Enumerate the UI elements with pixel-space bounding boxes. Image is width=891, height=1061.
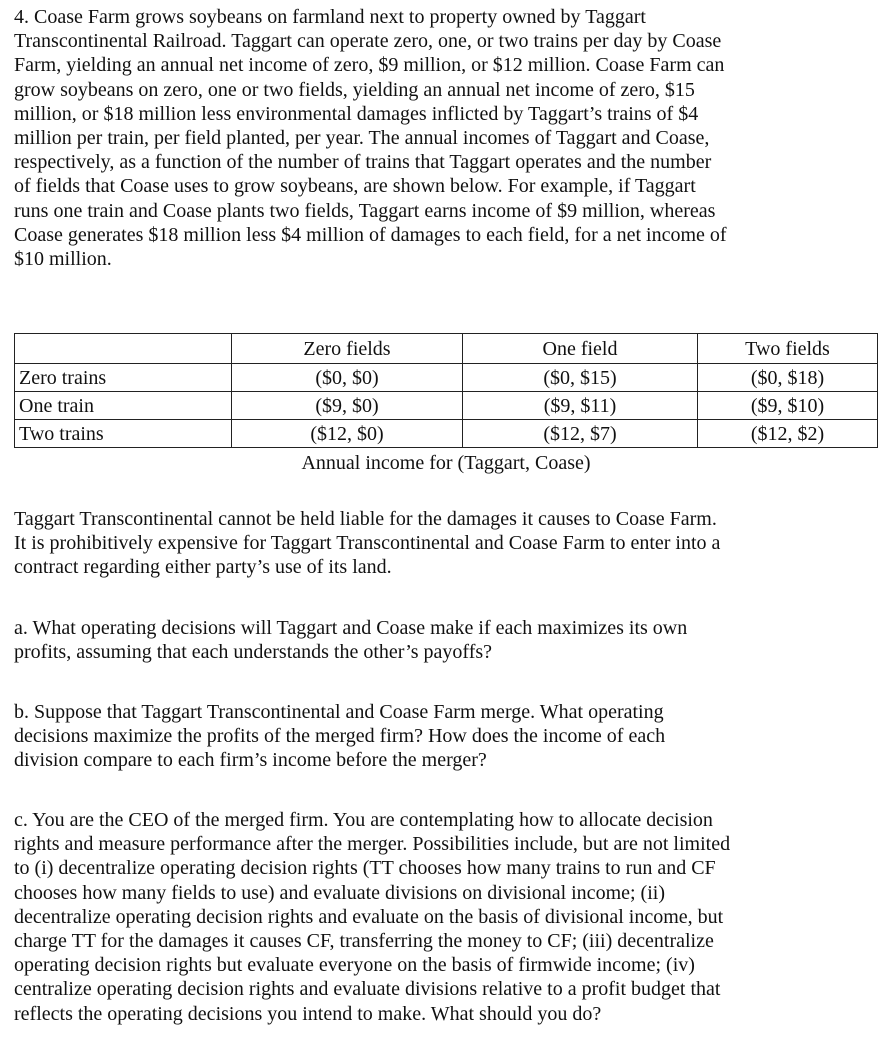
text-line: decisions maximize the profits of the merged firm? How does the income of each: [14, 725, 666, 748]
text-line: Taggart Transcontinental cannot be held liable for the damages it causes to Coase Farm.: [14, 508, 717, 530]
table-header-row: [15, 334, 878, 364]
text-line: operating decision rights but evaluate everyone on the basis of firmwide income; (iv): [14, 954, 695, 977]
column-header: Two fields: [698, 334, 878, 364]
column-header: Zero fields: [232, 334, 463, 364]
text-line: It is prohibitively expensive for Taggart Transcontinental and Coase Farm to enter into a: [14, 532, 721, 555]
text-line: contract regarding either party’s use of its land.: [14, 556, 392, 579]
text-line: centralize operating decision rights and evaluate divisions relative to a profit budget that: [14, 978, 721, 1001]
intro-paragraph: [14, 5, 884, 271]
table-caption: Annual income for (Taggart, Coase): [301, 452, 591, 474]
table-cell: ($0, $0): [232, 364, 463, 392]
table-cell: ($12, $7): [463, 420, 698, 448]
text-line: million, or $18 million less environmental damages inflicted by Taggart’s trains of $4: [14, 102, 699, 125]
text-line: 4. Coase Farm grows soybeans on farmland next to property owned by Taggart: [14, 6, 646, 28]
liability-paragraph: [14, 507, 884, 580]
text-line: Coase generates $18 million less $4 million of damages to each field, for a net income of: [14, 223, 727, 246]
text-line: grow soybeans on zero, one or two fields, yielding an annual net income of zero, $15: [14, 78, 695, 101]
table-corner: [15, 334, 232, 364]
text-line: $10 million.: [14, 247, 112, 270]
question-c: [14, 808, 884, 1026]
table-cell: ($9, $10): [698, 392, 878, 420]
table-cell: ($0, $18): [698, 364, 878, 392]
text-line: Farm, yielding an annual net income of zero, $9 million, or $12 million. Coase Farm can: [14, 54, 725, 77]
text-line: charge TT for the damages it causes CF, transferring the money to CF; (iii) decentralize: [14, 929, 714, 952]
question-b: [14, 700, 884, 773]
row-label: Zero trains: [15, 364, 232, 392]
table-cell: ($9, $0): [232, 392, 463, 420]
row-label: Two trains: [15, 420, 232, 448]
question-a: [14, 616, 884, 664]
table-cell: ($12, $0): [232, 420, 463, 448]
column-header: One field: [463, 334, 698, 364]
table-cell: ($12, $2): [698, 420, 878, 448]
text-line: decentralize operating decision rights and evaluate on the basis of divisional income, but: [14, 905, 724, 928]
table-row: [15, 392, 878, 420]
row-label: One train: [15, 392, 232, 420]
text-line: reflects the operating decisions you intend to make. What should you do?: [14, 1002, 602, 1025]
text-line: respectively, as a function of the number of trains that Taggart operates and the number: [14, 151, 712, 174]
table-cell: ($0, $15): [463, 364, 698, 392]
text-line: chooses how many fields to use) and evaluate divisions on divisional income; (ii): [14, 881, 665, 904]
text-line: million per train, per field planted, per year. The annual incomes of Taggart and Coase,: [14, 126, 710, 149]
text-line: profits, assuming that each understands the other’s payoffs?: [14, 641, 493, 664]
text-line: runs one train and Coase plants two fields, Taggart earns income of $9 million, whereas: [14, 199, 716, 222]
text-line: division compare to each firm’s income before the merger?: [14, 749, 487, 772]
income-table: [14, 333, 878, 448]
text-line: Transcontinental Railroad. Taggart can operate zero, one, or two trains per day by Coase: [14, 30, 722, 53]
table-row: [15, 364, 878, 392]
text-line: of fields that Coase uses to grow soybeans, are shown below. For example, if Taggart: [14, 175, 696, 198]
text-line: c. You are the CEO of the merged firm. You are contemplating how to allocate decision: [14, 809, 713, 831]
table-row: [15, 420, 878, 448]
text-line: rights and measure performance after the merger. Possibilities include, but are not limited: [14, 833, 731, 856]
text-line: a. What operating decisions will Taggart and Coase make if each maximizes its own: [14, 617, 688, 639]
text-line: to (i) decentralize operating decision rights (TT chooses how many trains to run and CF: [14, 857, 716, 880]
table-cell: ($9, $11): [463, 392, 698, 420]
text-line: b. Suppose that Taggart Transcontinental and Coase Farm merge. What operating: [14, 701, 664, 723]
